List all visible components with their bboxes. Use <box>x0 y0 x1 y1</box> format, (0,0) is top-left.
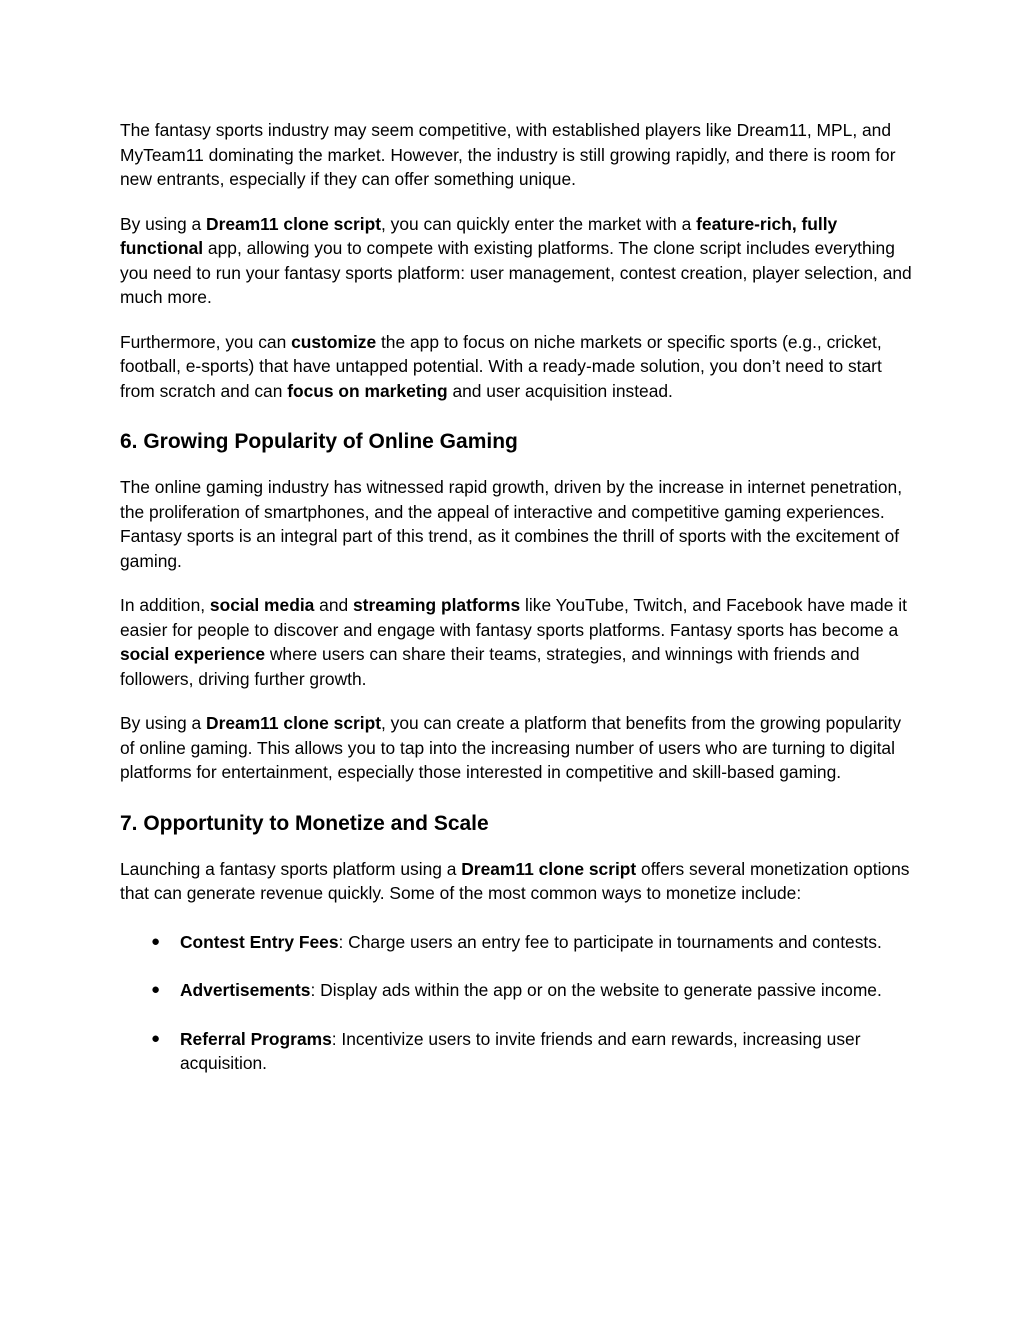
text-segment: the app to focus on niche markets or specific sports (e.g., cricket, football, e-sports) that have untapped potential. With a ready-made solution, you don’t need to start from scratch and can <box>120 331 882 401</box>
paragraph <box>120 857 912 906</box>
bold-text: social media <box>209 595 315 615</box>
text-segment: In addition, <box>120 595 210 615</box>
text-segment: , you can quickly enter the market with a <box>381 213 697 234</box>
bullet-term: Advertisements <box>180 980 311 1000</box>
bullet-icon: ● <box>151 1029 161 1047</box>
text-segment: and user acquisition instead. <box>447 380 673 401</box>
bold-text: social experience <box>120 644 266 664</box>
bold-text: streaming platforms <box>353 595 521 615</box>
bold-text: feature-rich, fully functional <box>120 213 838 258</box>
text-segment: offers several monetization options that can generate revenue quickly. Some of the most common ways to monetize include: <box>120 858 910 903</box>
text-segment: like YouTube, Twitch, and Facebook have made it easier for people to discover and engage with fantasy sports platforms. Fantasy sports has become a <box>120 595 907 640</box>
list-item <box>120 978 912 1003</box>
paragraph <box>120 118 912 192</box>
text-segment: , you can create a platform that benefits from the growing popularity of online gaming. This allows you to tap into the increasing number of users who are turning to digital platforms for entertainment, especially those interested in competitive and skill-based gaming. <box>120 713 902 782</box>
bullet-text: : Incentivize users to invite friends and earn rewards, increasing user acquisition. <box>180 1028 861 1073</box>
text-segment: where users can share their teams, strategies, and winnings with friends and followers, driving further growth. <box>120 644 860 689</box>
bullet-term: Referral Programs <box>180 1028 332 1049</box>
document-page <box>120 118 912 1100</box>
bold-text: Dream11 clone script <box>461 858 637 879</box>
text-segment: app, allowing you to compete with existing platforms. The clone script includes everything you need to run your fantasy sports platform: user management, contest creation, player selection, and much more. <box>120 238 912 307</box>
bullet-list <box>120 930 912 1076</box>
text-segment: Furthermore, you can <box>120 331 292 352</box>
bullet-text: : Charge users an entry fee to participate in tournaments and contests. <box>338 931 882 952</box>
text-segment: By using a <box>120 213 207 234</box>
paragraph <box>120 212 912 310</box>
bold-text: Dream11 clone script <box>206 713 382 733</box>
paragraph <box>120 593 912 691</box>
paragraph <box>120 330 912 404</box>
paragraph <box>120 711 912 785</box>
text-segment: The online gaming industry has witnessed rapid growth, driven by the increase in internet penetration, the proliferation of smartphones, and the appeal of interactive and competitive gaming experiences. Fantasy sports is an integral part of this trend, as it combines the thrill of sports with the excitement of gaming. <box>120 477 903 571</box>
list-item <box>120 1027 912 1076</box>
bullet-term: Contest Entry Fees <box>180 931 339 952</box>
section-heading: 6. Growing Popularity of Online Gaming <box>120 430 518 453</box>
bold-text: Dream11 clone script <box>206 213 382 234</box>
section-heading: 7. Opportunity to Monetize and Scale <box>120 811 489 835</box>
bullet-icon: ● <box>151 981 161 998</box>
text-segment: and <box>314 595 354 615</box>
text-segment: By using a <box>120 713 207 733</box>
text-segment: The fantasy sports industry may seem competitive, with established players like Dream11, MPL, and MyTeam11 dominating the market. However, the industry is still growing rapidly, and there is room for new entrants, especially if they can offer something unique. <box>120 120 896 189</box>
list-item <box>120 930 912 955</box>
bold-text: customize <box>291 331 377 352</box>
bullet-text: : Display ads within the app or on the website to generate passive income. <box>310 980 882 1000</box>
bullet-icon: ● <box>151 932 161 950</box>
text-segment: Launching a fantasy sports platform using a <box>120 858 462 879</box>
bold-text: focus on marketing <box>287 380 448 401</box>
paragraph <box>120 475 912 573</box>
